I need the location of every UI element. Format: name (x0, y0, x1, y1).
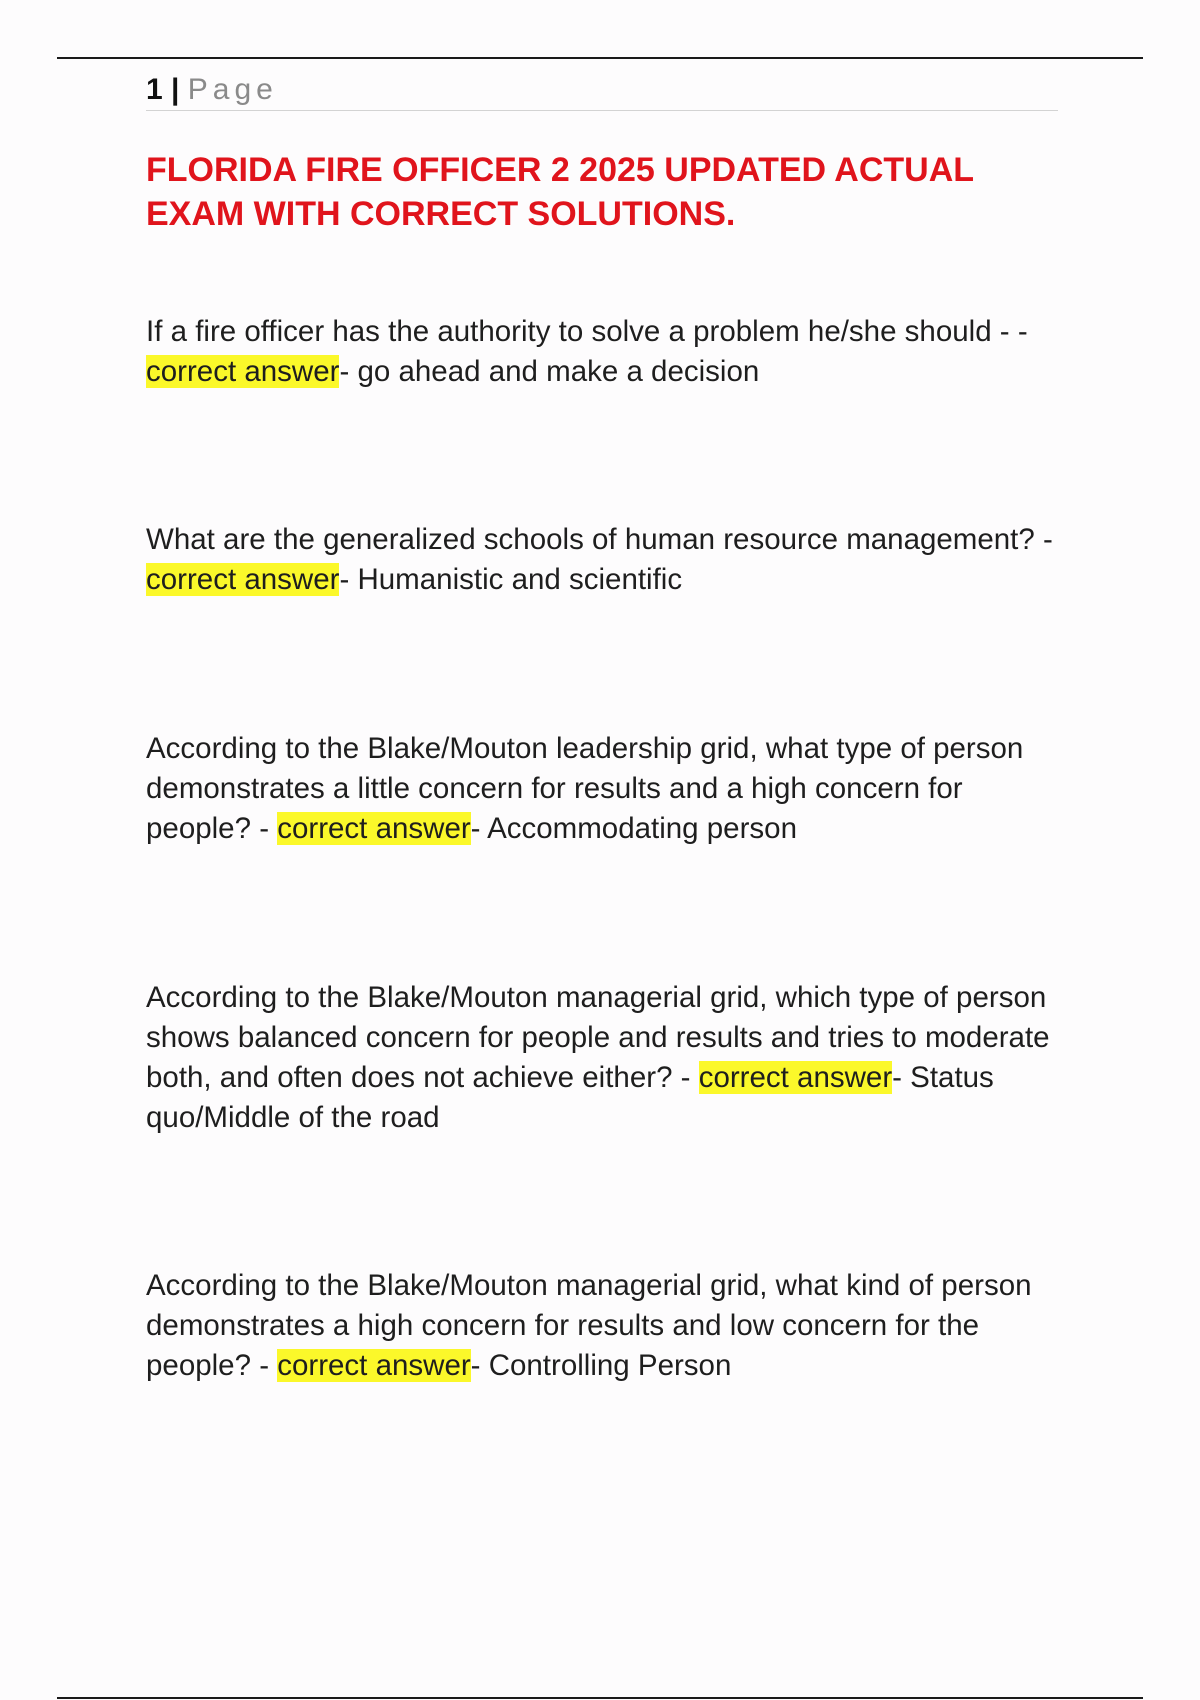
top-rule (57, 57, 1143, 59)
qa-item-5 (146, 1266, 1066, 1386)
answer-label-highlight: correct answer (277, 1349, 471, 1382)
answer-label-highlight: correct answer (146, 355, 340, 388)
question-text: What are the generalized schools of human resource management? - (146, 523, 1053, 556)
page-number: 1 (146, 73, 163, 106)
question-text: If a fire officer has the authority to solve a problem he/she should - - (146, 315, 1028, 348)
page-separator: | (171, 73, 180, 106)
answer-text: - go ahead and make a decision (339, 355, 760, 388)
qa-item-1 (146, 312, 1066, 392)
page-word: Page (187, 73, 278, 106)
answer-text: - Humanistic and scientific (339, 563, 683, 596)
answer-label-highlight: correct answer (698, 1061, 893, 1094)
answer-label-highlight: correct answer (146, 563, 340, 596)
answer-text: - Accommodating person (470, 812, 797, 845)
question-text: According to the Blake/Mouton managerial grid, which type of person shows balanced concern for people and results and tries to moderate both, and often does not achieve either? - (146, 981, 1050, 1094)
answer-text: - Status quo/Middle of the road (146, 1061, 994, 1134)
question-text: According to the Blake/Mouton managerial grid, what kind of person demonstrates a high concern for results and low concern for the people? - (146, 1269, 1032, 1382)
page-header (146, 70, 1058, 111)
qa-item-4 (146, 978, 1066, 1138)
qa-item-3 (146, 729, 1066, 849)
qa-item-2 (146, 520, 1066, 600)
question-text: According to the Blake/Mouton leadership grid, what type of person demonstrates a little concern for results and a high concern for people? - (146, 732, 1024, 845)
document-title: FLORIDA FIRE OFFICER 2 2025 UPDATED ACTUAL EXAM WITH CORRECT SOLUTIONS. (146, 151, 974, 233)
answer-text: - Controlling Person (470, 1349, 732, 1382)
answer-label-highlight: correct answer (277, 812, 471, 845)
bottom-rule (57, 1697, 1143, 1699)
